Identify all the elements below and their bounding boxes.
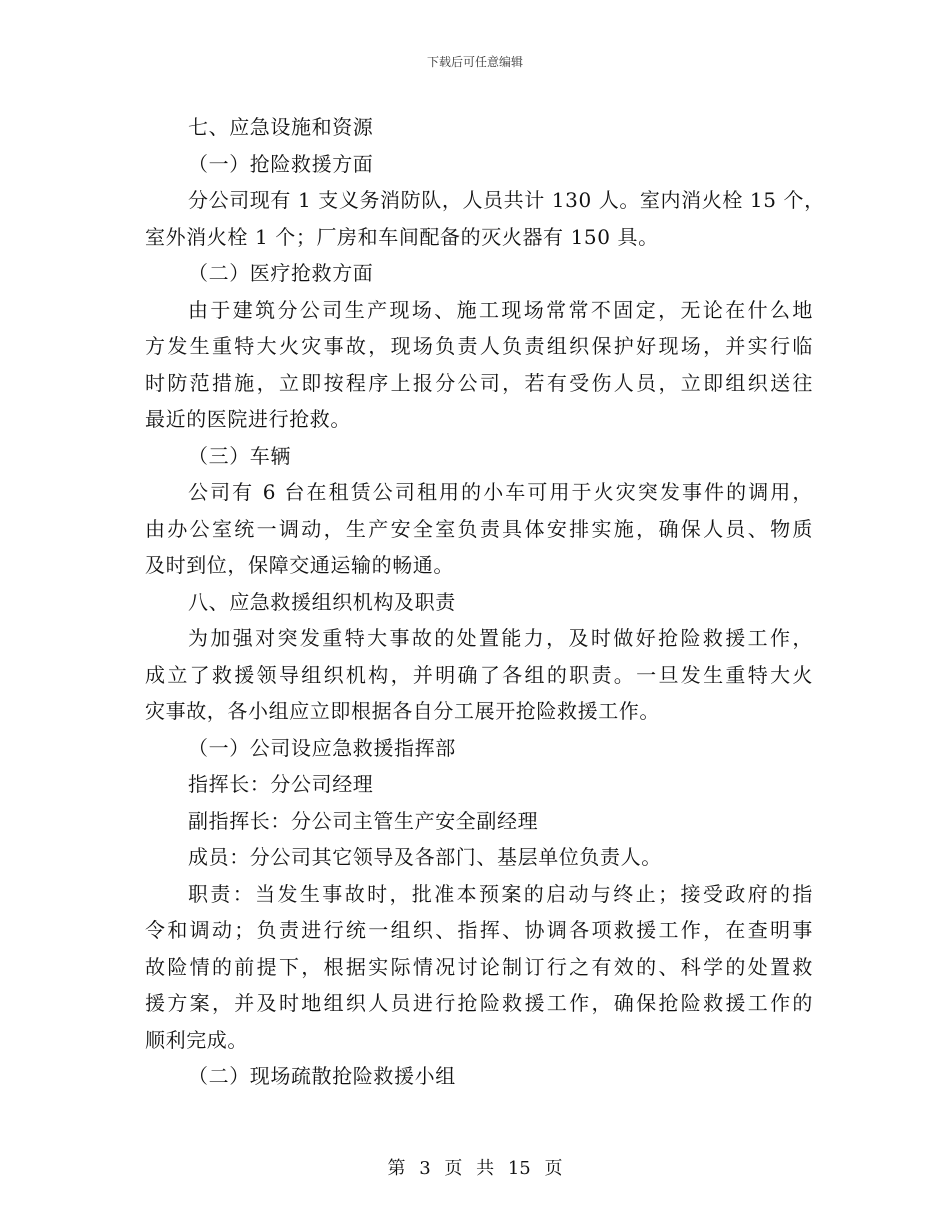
paragraph-line: 公司有 6 台在租赁公司租用的小车可用于火灾突发事件的调用， [188,480,813,504]
paragraph-line: 副指挥长：分公司主管生产安全副经理 [188,808,539,833]
paragraph-line: 顺利完成。 [145,1027,248,1052]
page-header: 下载后可任意编辑 [426,55,523,69]
subsection-heading: （一）公司设应急救援指挥部 [188,735,456,760]
paragraph-line: 为加强对突发重特大事故的处置能力，及时做好抢险救援工作， [188,626,813,650]
subsection-heading: （一）抢险救援方面 [188,151,374,176]
paragraph-line: 由办公室统一调动，生产安全室负责具体安排实施，确保人员、物质 [145,516,813,541]
section-heading: 八、应急救援组织机构及职责 [188,589,456,614]
paragraph-line: 最近的医院进行抢救。 [145,407,351,431]
document-body [145,109,825,1095]
paragraph-line: 方发生重特大火灾事故，现场负责人负责组织保护好现场，并实行临 [145,334,813,358]
paragraph-line: 职责：当发生事故时，批准本预案的启动与终止；接受政府的指 [188,881,813,906]
paragraph-line: 故险情的前提下，根据实际情况讨论制订行之有效的、科学的处置救 [145,954,813,979]
paragraph-line: 由于建筑分公司生产现场、施工现场常常不固定，无论在什么地 [188,297,813,322]
paragraph-line: 成员：分公司其它领导及各部门、基层单位负责人。 [188,845,662,869]
page-footer: 第 3 页 共 15 页 [387,1158,563,1179]
subsection-heading: （二）医疗抢救方面 [188,261,374,285]
paragraph-line: 成立了救援领导组织机构，并明确了各组的职责。一旦发生重特大火 [145,662,813,687]
paragraph-line: 室外消火栓 1 个；厂房和车间配备的灭火器有 150 具。 [145,224,659,249]
paragraph-line: 灾事故，各小组应立即根据各自分工展开抢险救援工作。 [145,699,660,723]
paragraph-line: 及时到位，保障交通运输的畅通。 [145,553,454,577]
paragraph-line: 时防范措施，立即按程序上报分公司，若有受伤人员，立即组织送往 [145,370,813,395]
subsection-heading: （二）现场疏散抢险救援小组 [188,1064,456,1088]
paragraph-line: 分公司现有 1 支义务消防队，人员共计 130 人。室内消火栓 15 个， [188,188,825,212]
subsection-heading: （三）车辆 [188,443,291,468]
section-heading: 七、应急设施和资源 [188,115,374,139]
paragraph-line: 援方案，并及时地组织人员进行抢险救援工作，确保抢险救援工作的 [145,991,813,1015]
paragraph-line: 指挥长：分公司经理 [188,772,374,796]
paragraph-line: 令和调动；负责进行统一组织、指挥、协调各项救援工作，在查明事 [145,918,813,942]
